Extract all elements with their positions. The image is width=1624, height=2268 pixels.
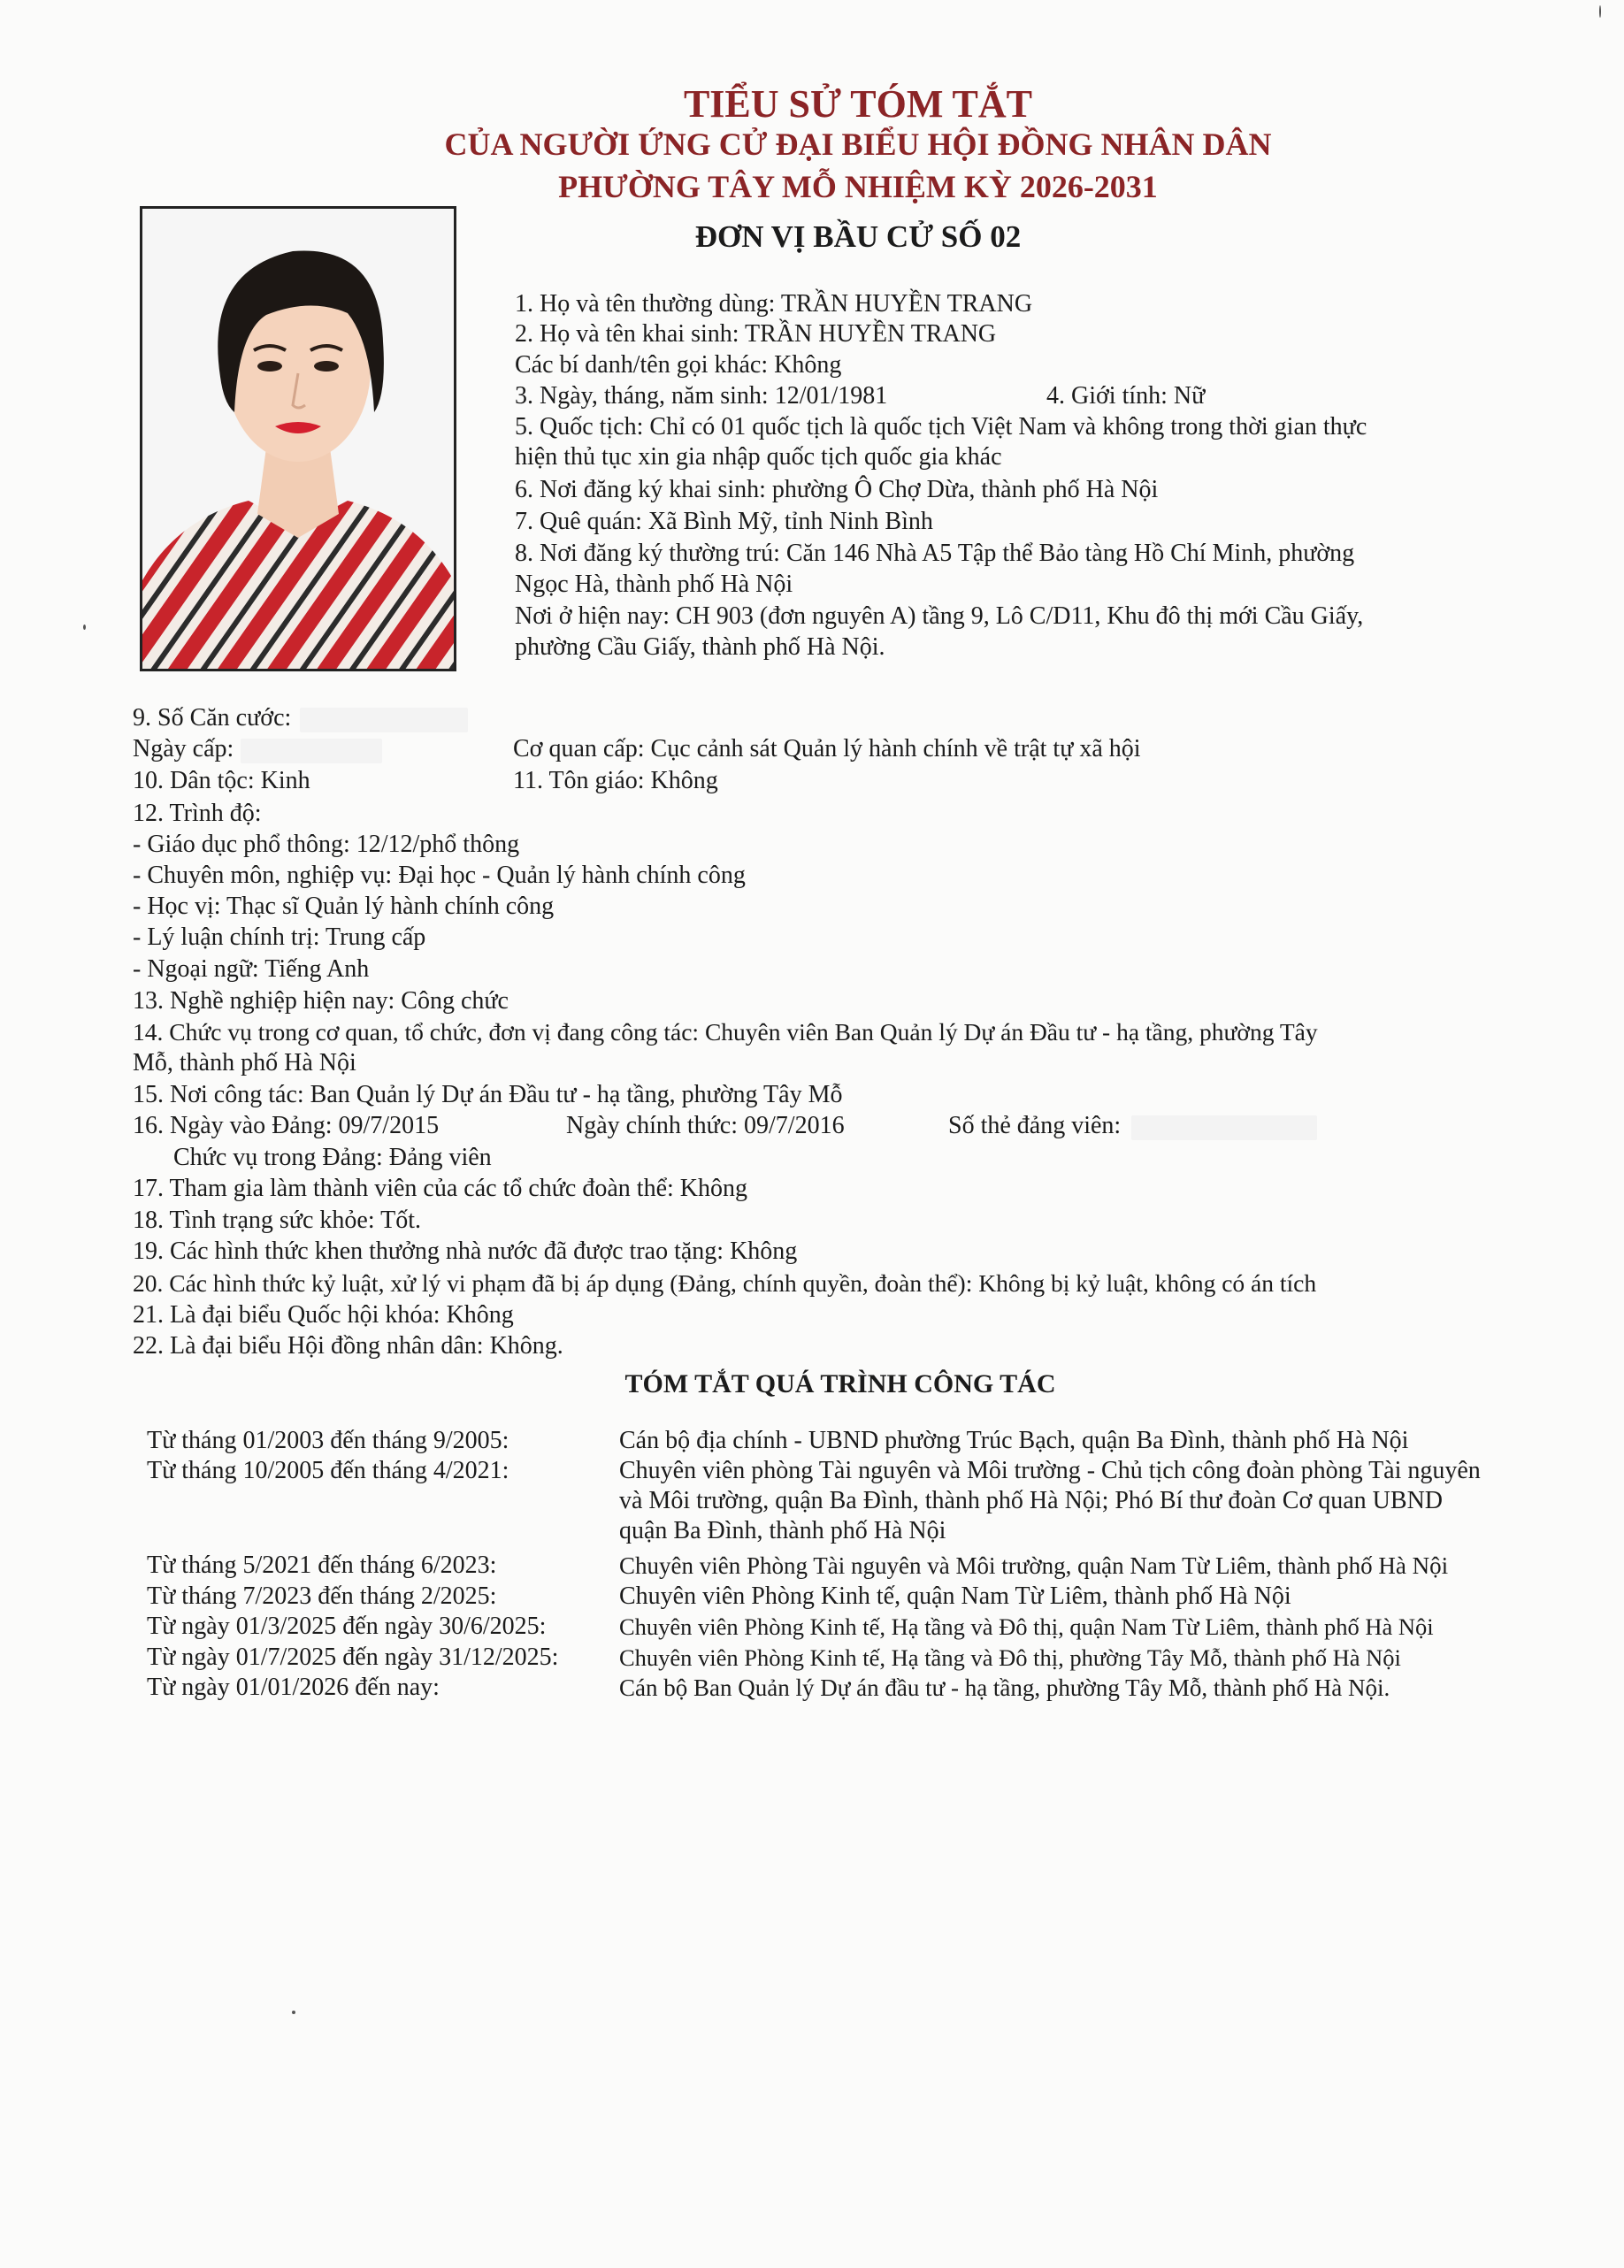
info-party-card — [948, 1111, 1317, 1141]
work-period: Từ ngày 01/01/2026 đến nay: — [147, 1674, 440, 1701]
redacted-id-number — [300, 708, 468, 732]
info-position-cont: Mỗ, thành phố Hà Nội — [133, 1049, 356, 1077]
party-card-label: Số thẻ đảng viên: — [948, 1112, 1122, 1139]
work-history-title: TÓM TẮT QUÁ TRÌNH CÔNG TÁC — [624, 1369, 1056, 1398]
issue-date-label: Ngày cấp: — [133, 735, 234, 762]
info-aliases: Các bí danh/tên gọi khác: Không — [515, 351, 842, 379]
work-description: Chuyên viên Phòng Kinh tế, Hạ tầng và Đô thị, quận Nam Từ Liêm, thành phố Hà Nội — [619, 1613, 1434, 1640]
info-current-address-cont: phường Cầu Giấy, thành phố Hà Nội. — [515, 633, 885, 661]
info-ethnicity: 10. Dân tộc: Kinh — [133, 767, 310, 794]
work-period: Từ tháng 01/2003 đến tháng 9/2005: — [147, 1427, 509, 1454]
info-permanent-address: 8. Nơi đăng ký thường trú: Căn 146 Nhà A5 Tập thể Bảo tàng Hồ Chí Minh, phường — [515, 540, 1355, 567]
info-political-theory: - Lý luận chính trị: Trung cấp — [133, 923, 426, 951]
info-nationality: 5. Quốc tịch: Chỉ có 01 quốc tịch là quốc tịch Việt Nam và không trong thời gian thực — [515, 413, 1367, 441]
info-education-heading: 12. Trình độ: — [133, 800, 262, 827]
work-description: Chuyên viên phòng Tài nguyên và Môi trường - Chủ tịch công đoàn phòng Tài nguyên và Môi trường, quận Ba Đình, thành phố Hà Nội; Phó Bí thư đoàn Cơ quan UBND quận Ba Đình, thành phố Hà Nội — [619, 1457, 1481, 1544]
work-description: Cán bộ địa chính - UBND phường Trúc Bạch, quận Ba Đình, thành phố Hà Nội — [619, 1427, 1409, 1454]
info-national-assembly: 21. Là đại biểu Quốc hội khóa: Không — [133, 1301, 514, 1329]
info-nationality-cont: hiện thủ tục xin gia nhập quốc tịch quốc gia khác — [515, 443, 1002, 471]
info-workplace: 15. Nơi công tác: Ban Quản lý Dự án Đầu tư - hạ tầng, phường Tây Mỗ — [133, 1081, 843, 1108]
info-general-education: - Giáo dục phổ thông: 12/12/phổ thông — [133, 831, 520, 858]
info-party-join-date: 16. Ngày vào Đảng: 09/7/2015 — [133, 1112, 440, 1139]
info-hometown: 7. Quê quán: Xã Bình Mỹ, tỉnh Ninh Bình — [515, 508, 933, 535]
work-period: Từ tháng 5/2021 đến tháng 6/2023: — [147, 1552, 497, 1579]
work-period: Từ ngày 01/7/2025 đến ngày 31/12/2025: — [147, 1644, 559, 1671]
portrait-illustration — [142, 209, 454, 669]
info-religion: 11. Tôn giáo: Không — [513, 767, 718, 794]
document-subtitle-1: CỦA NGƯỜI ỨNG CỬ ĐẠI BIỂU HỘI ĐỒNG NHÂN DÂN — [444, 126, 1272, 162]
info-issuing-agency: Cơ quan cấp: Cục cảnh sát Quản lý hành chính về trật tự xã hội — [513, 735, 1141, 762]
scan-speck — [1599, 5, 1601, 18]
info-birth-registration: 6. Nơi đăng ký khai sinh: phường Ô Chợ Dừa, thành phố Hà Nội — [515, 476, 1159, 503]
document-subtitle-2: PHƯỜNG TÂY MỖ NHIỆM KỲ 2026-2031 — [558, 169, 1158, 204]
info-id-card — [133, 703, 468, 733]
info-degree: - Học vị: Thạc sĩ Quản lý hành chính công — [133, 893, 555, 920]
redacted-party-card — [1131, 1115, 1317, 1140]
id-card-label: 9. Số Căn cước: — [133, 704, 292, 732]
info-issue-date — [133, 734, 382, 764]
work-period: Từ tháng 7/2023 đến tháng 2/2025: — [147, 1582, 497, 1610]
info-health: 18. Tình trạng sức khỏe: Tốt. — [133, 1207, 421, 1234]
work-description: Cán bộ Ban Quản lý Dự án đầu tư - hạ tầng, phường Tây Mỗ, thành phố Hà Nội. — [619, 1674, 1390, 1701]
info-dob: 3. Ngày, tháng, năm sinh: 12/01/1981 — [515, 382, 888, 410]
work-period: Từ ngày 01/3/2025 đến ngày 30/6/2025: — [147, 1613, 547, 1640]
work-description: Chuyên viên Phòng Kinh tế, Hạ tầng và Đô thị, phường Tây Mỗ, thành phố Hà Nội — [619, 1644, 1401, 1671]
info-permanent-address-cont: Ngọc Hà, thành phố Hà Nội — [515, 571, 793, 598]
info-foreign-language: - Ngoại ngữ: Tiếng Anh — [133, 955, 370, 983]
work-period: Từ tháng 10/2005 đến tháng 4/2021: — [147, 1457, 509, 1484]
electoral-unit: ĐƠN VỊ BẦU CỬ SỐ 02 — [694, 219, 1022, 254]
info-awards: 19. Các hình thức khen thưởng nhà nước đã được trao tặng: Không — [133, 1237, 798, 1265]
info-specialization: - Chuyên môn, nghiệp vụ: Đại học - Quản lý hành chính công — [133, 862, 746, 889]
document-title: TIỂU SỬ TÓM TẮT — [683, 82, 1033, 126]
info-organizations: 17. Tham gia làm thành viên của các tổ chức đoàn thể: Không — [133, 1175, 747, 1202]
redacted-issue-date — [241, 739, 382, 763]
info-occupation: 13. Nghề nghiệp hiện nay: Công chức — [133, 987, 509, 1015]
info-party-official-date: Ngày chính thức: 09/7/2016 — [566, 1112, 845, 1139]
info-party-position: Chức vụ trong Đảng: Đảng viên — [173, 1144, 492, 1171]
scan-speck — [83, 624, 86, 630]
work-description: Chuyên viên Phòng Kinh tế, quận Nam Từ Liêm, thành phố Hà Nội — [619, 1582, 1291, 1610]
info-position: 14. Chức vụ trong cơ quan, tổ chức, đơn vị đang công tác: Chuyên viên Ban Quản lý Dự án Đầu tư - hạ tầng, phường Tây — [133, 1018, 1318, 1046]
work-description: Chuyên viên Phòng Tài nguyên và Môi trường, quận Nam Từ Liêm, thành phố Hà Nội — [619, 1552, 1449, 1579]
candidate-photo — [140, 206, 456, 671]
info-peoples-council: 22. Là đại biểu Hội đồng nhân dân: Không. — [133, 1332, 563, 1360]
info-birth-name: 2. Họ và tên khai sinh: TRẦN HUYỀN TRANG — [515, 320, 997, 348]
info-current-address: Nơi ở hiện nay: CH 903 (đơn nguyên A) tầng 9, Lô C/D11, Khu đô thị mới Cầu Giấy, — [515, 602, 1364, 630]
scan-speck — [292, 2011, 295, 2014]
info-common-name: 1. Họ và tên thường dùng: TRẦN HUYỀN TRANG — [515, 290, 1033, 318]
info-discipline: 20. Các hình thức kỷ luật, xử lý vi phạm đã bị áp dụng (Đảng, chính quyền, đoàn thể): Không bị kỷ luật, không có án tích — [133, 1269, 1317, 1297]
info-gender: 4. Giới tính: Nữ — [1046, 382, 1206, 410]
